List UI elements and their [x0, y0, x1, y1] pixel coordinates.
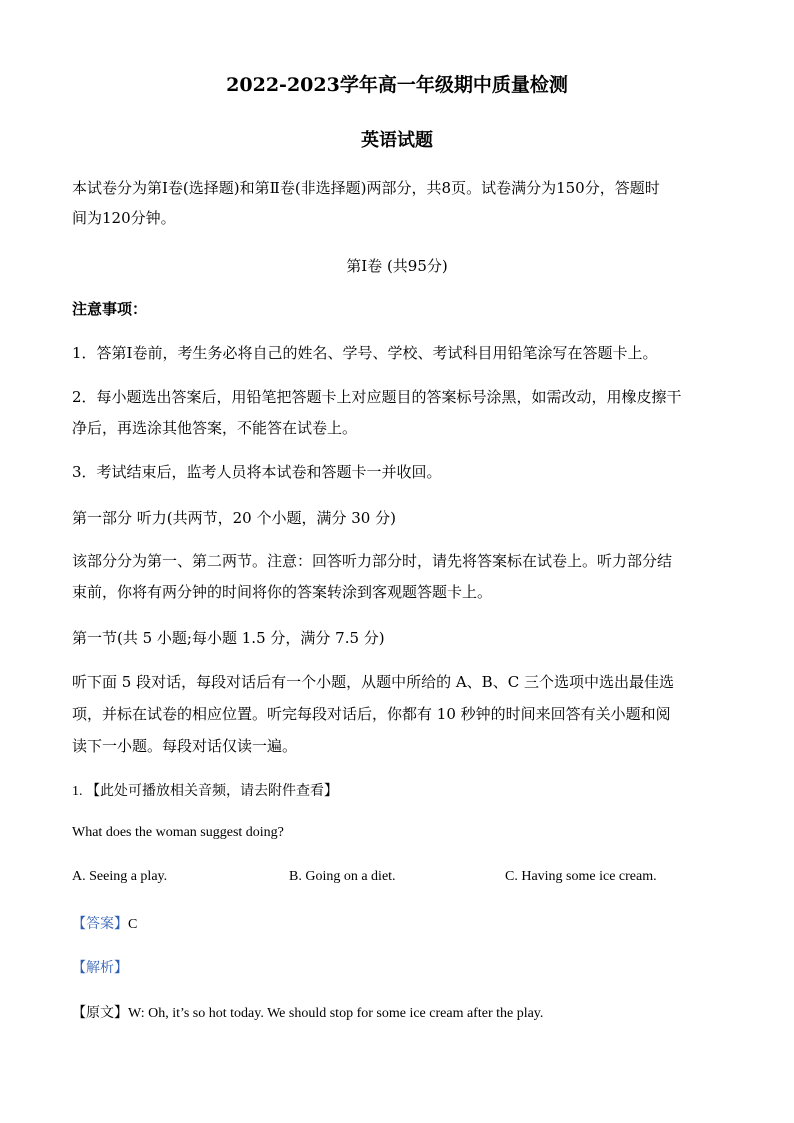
section1-heading: 第一节(共 5 小题;每小题 1.5 分，满分 7.5 分)	[72, 629, 385, 647]
volume-title: 第Ⅰ卷 (共95分)	[346, 257, 448, 275]
analysis-row	[72, 957, 128, 977]
part1-desc-line-2: 束前，你将有两分钟的时间将你的答案转涂到客观题答题卡上。	[72, 583, 493, 601]
option-b: B. Going on a diet.	[289, 869, 396, 884]
intro-line-2: 间为120分钟。	[72, 209, 176, 227]
answer-value: C	[128, 917, 138, 932]
option-a: A. Seeing a play.	[72, 869, 168, 884]
original-row	[72, 1002, 543, 1022]
notes-item-1: 1．答第Ⅰ卷前，考生务必将自己的姓名、学号、学校、考试科目用铅笔涂写在答题卡上。	[72, 344, 658, 362]
audio-note: 【此处可播放相关音频，请去附件查看】	[86, 783, 338, 799]
part1-heading: 第一部分 听力(共两节，20 个小题，满分 30 分)	[72, 509, 396, 527]
section1-desc-line-2: 项，并标在试卷的相应位置。听完每段对话后，你都有 10 秒钟的时间来回答有关小题和阅	[72, 705, 671, 723]
intro-line-1: 本试卷分为第Ⅰ卷(选择题)和第Ⅱ卷(非选择题)两部分，共8页。试卷满分为150分，答题时	[72, 179, 660, 197]
notes-item-2-line-1: 2．每小题选出答案后，用铅笔把答题卡上对应题目的答案标号涂黑，如需改动，用橡皮擦干	[72, 388, 682, 406]
subject-title: 英语试题	[361, 130, 433, 151]
answer-label: 【答案】	[72, 916, 128, 932]
question-1-prompt: What does the woman suggest doing?	[72, 825, 284, 840]
notes-heading: 注意事项：	[72, 300, 148, 318]
part1-desc-line-1: 该部分分为第一、第二两节。注意：回答听力部分时，请先将答案标在试卷上。听力部分结	[72, 552, 673, 570]
analysis-label: 【解析】	[72, 960, 128, 976]
question-1-header	[72, 780, 338, 800]
notes-item-3: 3．考试结束后，监考人员将本试卷和答题卡一并收回。	[72, 463, 442, 481]
section1-desc-line-1: 听下面 5 段对话，每段对话后有一个小题，从题中所给的 A、B、C 三个选项中选出最佳选	[72, 673, 674, 691]
exam-title: 2022-2023学年高一年级期中质量检测	[226, 74, 568, 96]
option-c: C. Having some ice cream.	[505, 869, 657, 884]
original-text: W: Oh, it’s so hot today. We should stop for some ice cream after the play.	[128, 1006, 544, 1021]
notes-item-2-line-2: 净后，再选涂其他答案，不能答在试卷上。	[72, 419, 358, 437]
section1-desc-line-3: 读下一小题。每段对话仅读一遍。	[72, 737, 298, 755]
answer-row	[72, 913, 137, 933]
original-label: 【原文】	[72, 1005, 128, 1021]
question-number: 1.	[72, 784, 83, 799]
